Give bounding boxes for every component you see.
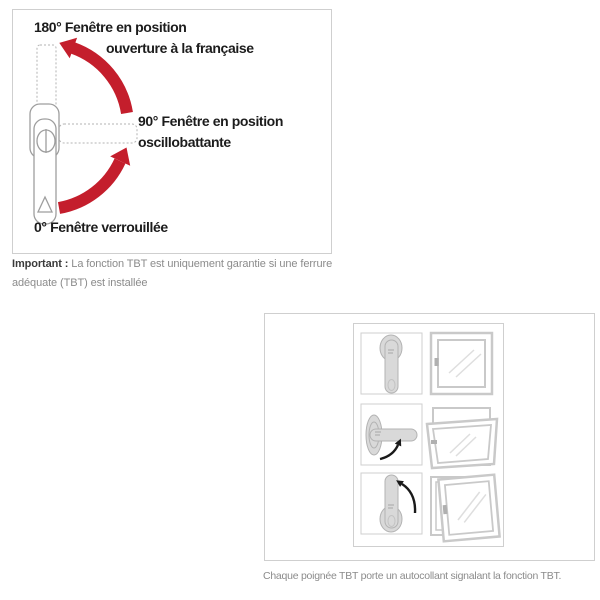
- important-note: [12, 255, 382, 293]
- label-180-line2: ouverture à la française: [106, 40, 254, 56]
- handle-sticker-diagram: [264, 313, 595, 561]
- label-90-line1: 90° Fenêtre en position: [138, 113, 283, 129]
- handle-180-dotted-outline-icon: [37, 45, 56, 108]
- label-90-line2: oscillobattante: [138, 134, 231, 150]
- sticker-caption: Chaque poignée TBT porte un autocollant signalant la fonction TBT.: [263, 570, 562, 582]
- label-90: [138, 111, 283, 153]
- window-handle-icon: [30, 104, 59, 224]
- important-note-line2: adéquate (TBT) est installée: [12, 277, 148, 289]
- important-note-prefix: Important :: [12, 258, 69, 270]
- handle-positions-diagram: [12, 9, 332, 254]
- window-closed-icon: [431, 333, 492, 394]
- window-open-icon: [431, 475, 500, 542]
- window-tilted-icon: [427, 408, 497, 468]
- label-180-line1: 180° Fenêtre en position: [34, 19, 187, 35]
- important-note-line1: La fonction TBT est uniquement garantie si une ferrure: [68, 258, 333, 270]
- rotation-arrow-0-to-90-icon: [59, 148, 130, 209]
- handle-window-states-graphic: [353, 323, 504, 547]
- handle-90-dotted-outline-icon: [59, 124, 137, 143]
- label-0: 0° Fenêtre verrouillée: [34, 219, 168, 235]
